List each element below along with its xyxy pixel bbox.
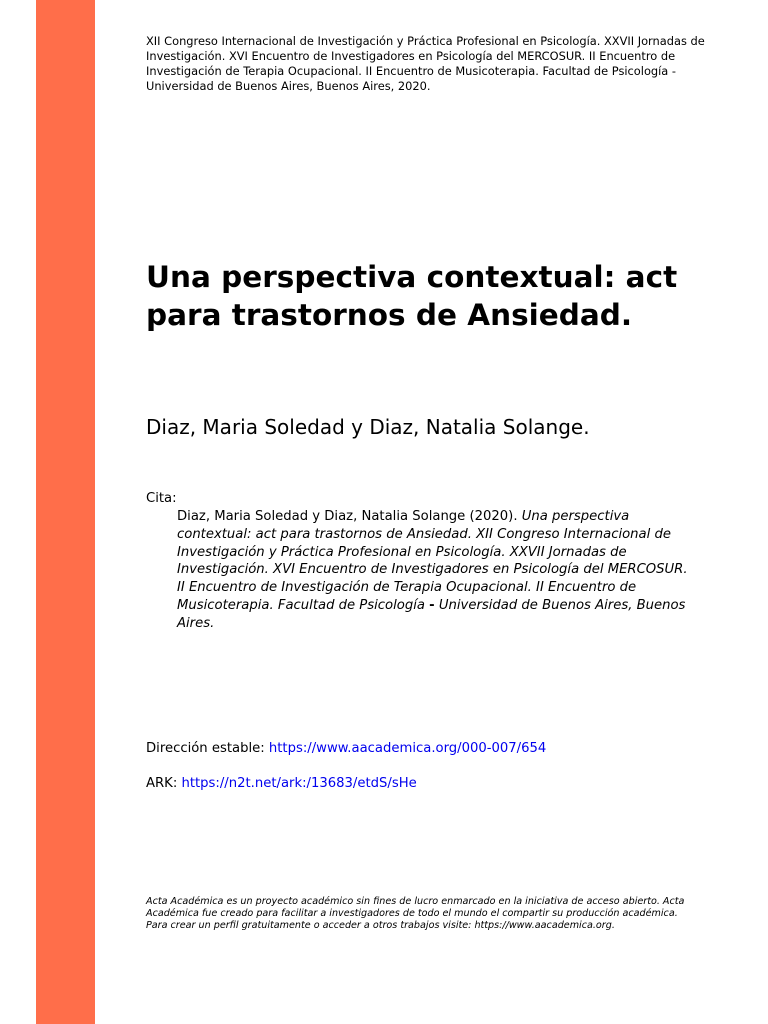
paper-authors: Diaz, Maria Soledad y Diaz, Natalia Solange. xyxy=(146,415,590,439)
side-color-bar xyxy=(36,0,95,1024)
footer-note: Acta Académica es un proyecto académico sin fines de lucro enmarcado en la iniciativa de acceso abierto. Acta Académica fue creado para facilitar a investigadores de todo el mundo el compartir su producción académica. Para crear un perfil gratuitamente o acceder a otros trabajos visite: https://www.aacademica.org. xyxy=(146,896,685,931)
citation-reference-end: Universidad de Buenos Aires, Buenos Aires. xyxy=(177,597,686,631)
stable-address-link[interactable]: https://www.aacademica.org/000-007/654 xyxy=(268,741,547,756)
paper-title: Una perspectiva contextual: act para trastornos de Ansiedad. xyxy=(146,260,678,332)
citation-body xyxy=(177,508,697,633)
stable-address xyxy=(146,740,546,758)
citation-label: Cita: xyxy=(146,491,177,506)
ark-link[interactable]: https://n2t.net/ark:/13683/etdS/sHe xyxy=(181,776,417,791)
stable-address-label: Dirección estable: xyxy=(146,741,265,756)
ark-identifier xyxy=(146,775,417,793)
congress-header-note: XII Congreso Internacional de Investigación y Práctica Profesional en Psicología. XXVII Jornadas de Investigación. XVI Encuentro de Investigadores en Psicología del MERCOSUR. II Encuentro de Investigación de Terapia Ocupacional. II Encuentro de Musicoterapia. Facultad de Psicología - Universidad de Buenos Aires, Buenos Aires, 2020. xyxy=(146,34,705,93)
citation-separator: - xyxy=(429,597,435,613)
ark-label: ARK: xyxy=(146,776,178,791)
citation-authors-year: Diaz, Maria Soledad y Diaz, Natalia Solange (2020). xyxy=(177,509,518,524)
citation-reference: Una perspectiva contextual: act para trastornos de Ansiedad. XII Congreso Internacional de Investigación y Práctica Profesional en Psicología. XXVII Jornadas de Investigación. XVI Encuentro de Investigadores en Psicología del MERCOSUR. II Encuentro de Investigación de Terapia Ocupacional. II Encuentro de Musicoterapia. Facultad de Psicología xyxy=(177,509,688,613)
